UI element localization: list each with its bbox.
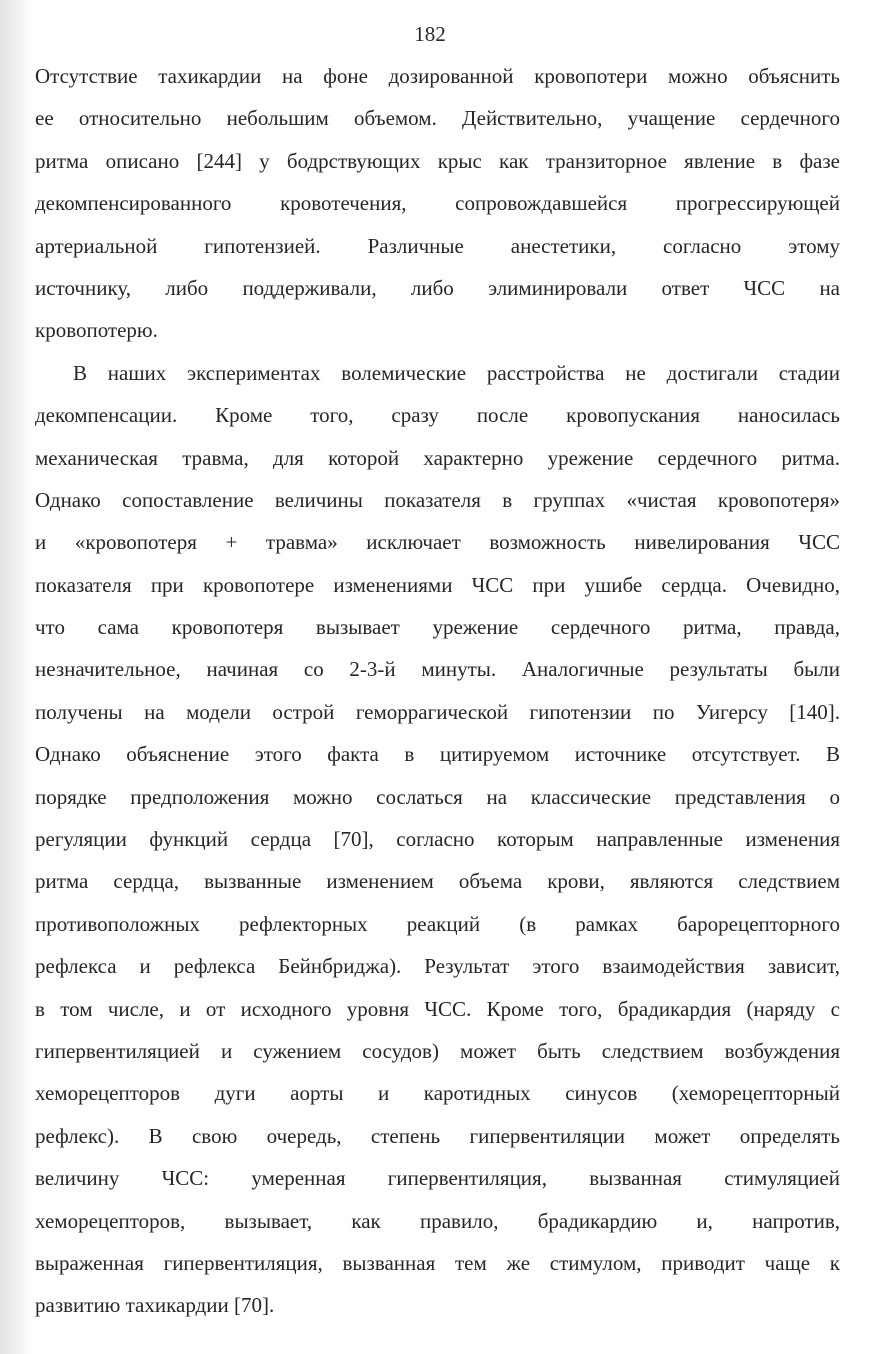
text-line: рефлекса и рефлекса Бейнбриджа). Результат этого взаимодействия зависит, [35, 954, 840, 979]
text-line: декомпенсированного кровотечения, сопровождавшейся прогрессирующей [35, 191, 840, 216]
text-line: показателя при кровопотере изменениями ЧСС при ушибе сердца. Очевидно, [35, 572, 840, 597]
text-line: артериальной гипотензией. Различные анестетики, согласно этому [35, 233, 840, 258]
text-line: незначительное, начиная со 2-3-й минуты. Аналогичные результаты были [35, 657, 840, 682]
paragraph-1 [35, 55, 840, 352]
scan-shadow-edge [0, 0, 34, 1354]
text-line: кровопотерю. [35, 318, 158, 343]
page-number: 182 [414, 22, 446, 46]
text-line: выраженная гипервентиляция, вызванная тем же стимулом, приводит чаще к [35, 1250, 840, 1275]
text-line: порядке предположения можно сослаться на классические представления о [35, 784, 840, 809]
text-line: Отсутствие тахикардии на фоне дозированной кровопотери можно объяснить [35, 64, 840, 88]
text-line: регуляции функций сердца [70], согласно которым направленные изменения [35, 827, 840, 852]
text-line: гипервентиляцией и сужением сосудов) может быть следствием возбуждения [35, 1038, 840, 1063]
text-line: ритма описано [244] у бодрствующих крыс как транзиторное явление в фазе [35, 148, 840, 173]
document-body [35, 55, 840, 1327]
text-line: рефлекс). В свою очередь, степень гипервентиляции может определять [35, 1123, 840, 1148]
text-line: величину ЧСС: умеренная гипервентиляция, вызванная стимуляцией [35, 1166, 840, 1191]
text-line: источнику, либо поддерживали, либо элиминировали ответ ЧСС на [35, 275, 840, 300]
text-line: хеморецепторов дуги аорты и каротидных синусов (хеморецепторный [35, 1081, 840, 1106]
text-line: хеморецепторов, вызывает, как правило, брадикардию и, напротив, [35, 1208, 840, 1233]
text-line: ритма сердца, вызванные изменением объема крови, являются следствием [35, 869, 840, 894]
text-line: Однако сопоставление величины показателя в группах «чистая кровопотеря» [35, 487, 840, 512]
text-line: декомпенсации. Кроме того, сразу после кровопускания наносилась [35, 403, 840, 428]
text-line: механическая травма, для которой характерно урежение сердечного ритма. [35, 445, 840, 470]
text-line: что сама кровопотеря вызывает урежение сердечного ритма, правда, [35, 615, 840, 640]
text-line: получены на модели острой геморрагической гипотензии по Уигерсу [140]. [35, 699, 840, 724]
text-line: противоположных рефлекторных реакций (в рамках барорецепторного [35, 911, 840, 936]
text-line: Однако объяснение этого факта в цитируемом источнике отсутствует. В [35, 742, 840, 767]
text-line: ее относительно небольшим объемом. Действительно, учащение сердечного [35, 106, 840, 131]
text-line: развитию тахикардии [70]. [35, 1293, 275, 1318]
text-line: и «кровопотеря + травма» исключает возможность нивелирования ЧСС [35, 530, 840, 555]
text-line: В наших экспериментах волемические расстройства не достигали стадии [73, 360, 840, 385]
text-line: в том числе, и от исходного уровня ЧСС. Кроме того, брадикардия (наряду с [35, 996, 840, 1021]
paragraph-2 [35, 352, 840, 1327]
